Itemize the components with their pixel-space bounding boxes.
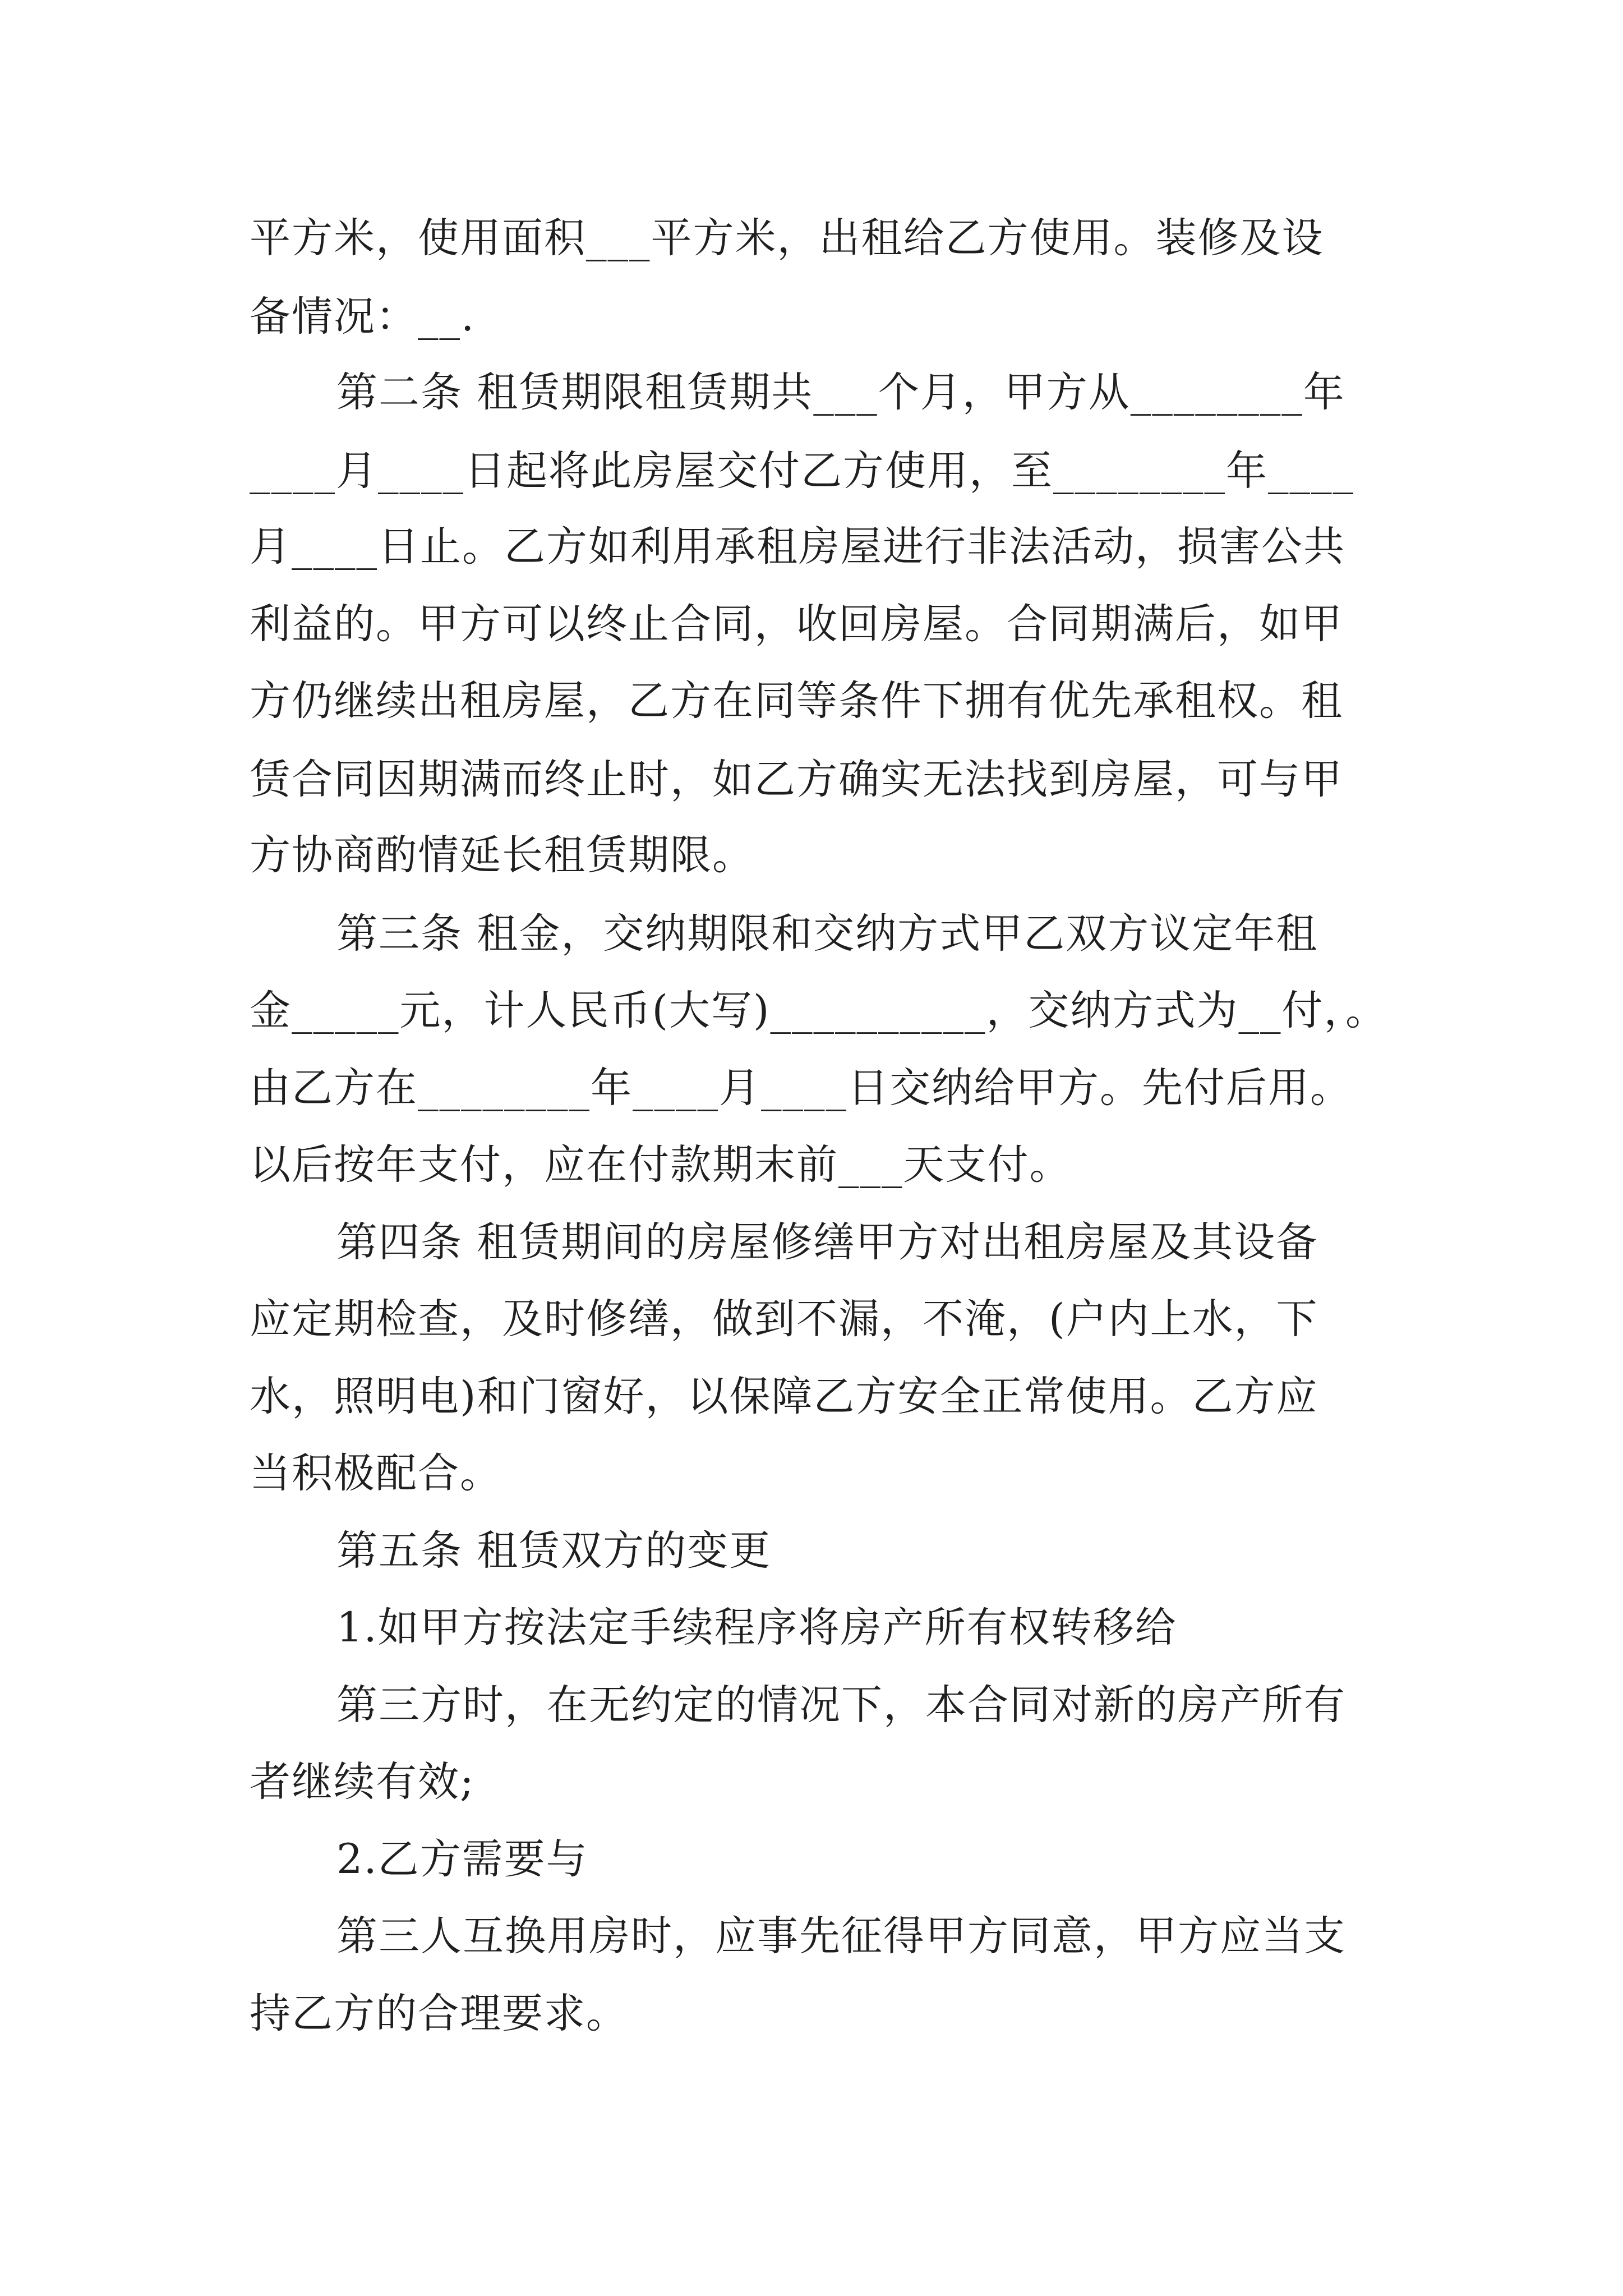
text-line: 赁合同因期满而终止时，如乙方确实无法找到房屋，可与甲 [250,756,1343,803]
text-line: 由乙方在________年____月____日交纳给甲方。先付后用。 [250,1064,1352,1112]
text-line: 第三条 租金，交纳期限和交纳方式甲乙双方议定年租 [336,910,1318,958]
text-line: 者继续有效; [250,1758,475,1806]
text-line: 应定期检查，及时修缮，做到不漏，不淹，(户内上水，下 [250,1295,1318,1343]
text-line: 水，照明电)和门窗好，以保障乙方安全正常使用。乙方应 [250,1373,1318,1420]
text-line: 方协商酌情延长租赁期限。 [250,831,754,879]
text-line: 持乙方的合理要求。 [250,1990,628,2037]
text-line: 第五条 租赁双方的变更 [336,1527,772,1575]
text-line: 月____日止。乙方如利用承租房屋进行非法活动，损害公共 [250,523,1345,570]
text-line: 方仍继续出租房屋，乙方在同等条件下拥有优先承租权。租 [250,677,1343,725]
text-line: 当积极配合。 [250,1450,502,1497]
text-line: 第二条 租赁期限租赁期共___个月，甲方从________年 [336,369,1345,416]
text-line: 备情况：__. [250,293,476,341]
text-line: 第四条 租赁期间的房屋修缮甲方对出租房屋及其设备 [336,1218,1318,1266]
text-line: 第三人互换用房时，应事先征得甲方同意，甲方应当支 [336,1912,1346,1960]
text-line: 利益的。甲方可以终止合同，收回房屋。合同期满后，如甲 [250,600,1343,648]
text-line: 1.如甲方按法定手续程序将房产所有权转移给 [336,1604,1177,1651]
text-line: 2.乙方需要与 [336,1835,588,1883]
text-line: ____月____日起将此房屋交付乙方使用，至________年____ [250,447,1354,495]
text-line: 平方米，使用面积___平方米，出租给乙方使用。装修及设 [250,214,1324,262]
text-line: 第三方时，在无约定的情况下，本合同对新的房产所有 [336,1681,1346,1729]
text-line: 以后按年支付，应在付款期末前___天支付。 [250,1141,1072,1189]
text-line: 金_____元，计人民币(大写)__________，交纳方式为__付，。 [250,987,1387,1034]
